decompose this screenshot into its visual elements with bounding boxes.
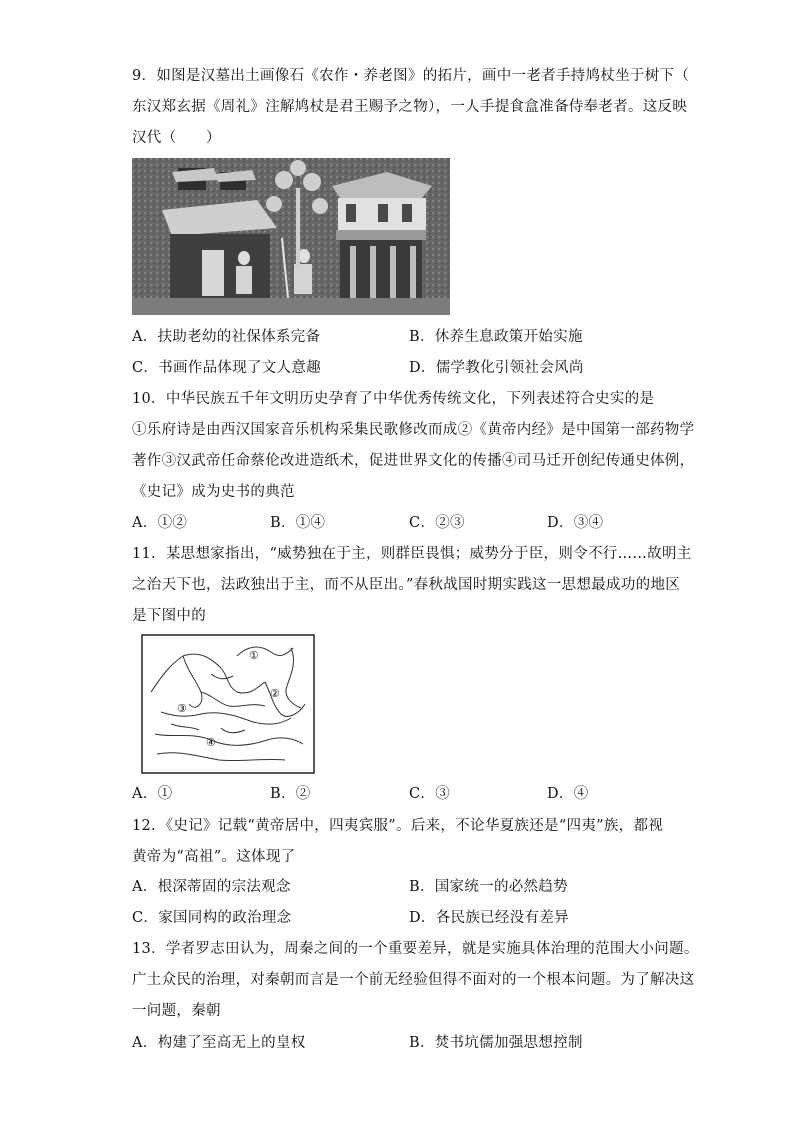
q11-option-d[interactable]: D．④ — [547, 786, 589, 802]
q10-option-b[interactable]: B．①④ — [270, 515, 326, 531]
q13-option-b[interactable]: B．焚书坑儒加强思想控制 — [409, 1035, 583, 1051]
q11-stem-line-2: 之治天下也，法政独出于主，而不从臣出。”春秋战国时期实践这一思想最成功的地区 — [132, 577, 681, 593]
q12-option-b[interactable]: B．国家统一的必然趋势 — [409, 879, 568, 895]
q10-option-c[interactable]: C．②③ — [409, 515, 465, 531]
q11-option-c[interactable]: C．③ — [409, 786, 450, 802]
map-marker-3: ③ — [177, 702, 188, 715]
q9-stem-line-2: 东汉郑玄据《周礼》注解鸠杖是君王赐予之物），一人手提食盒准备侍奉老者。这反映 — [132, 99, 688, 115]
q13-option-a[interactable]: A．构建了至高无上的皇权 — [132, 1035, 306, 1051]
q9-stem-line-1: 9．如图是汉墓出土画像石《农作・养老图》的拓片，画中一老者手持鸠杖坐于树下（ — [132, 68, 690, 84]
q9-option-d[interactable]: D．儒学教化引领社会风尚 — [409, 360, 584, 376]
q12-stem-line-2: 黄帝为“高祖”。这体现了 — [132, 849, 296, 865]
q11-option-a[interactable]: A．① — [132, 786, 173, 802]
map-marker-2: ② — [270, 687, 281, 700]
q13-stem-line-2: 广土众民的治理，对秦朝而言是一个前无经验但得不面对的一个根本问题。为了解决这 — [132, 972, 695, 988]
q13-stem-line-3: 一问题，秦朝 — [132, 1003, 221, 1019]
map-marker-1: ① — [249, 649, 260, 662]
q9-option-c[interactable]: C．书画作品体现了文人意趣 — [132, 360, 321, 376]
q10-stem-line-1: 10．中华民族五千年文明历史孕育了中华优秀传统文化，下列表述符合史实的是 — [132, 391, 655, 407]
q10-stem-line-2: ①乐府诗是由西汉国家音乐机构采集民歌修改而成②《黄帝内经》是中国第一部药物学 — [132, 422, 695, 438]
q9-stem-line-3: 汉代（ ） — [132, 130, 221, 146]
warring-states-map — [141, 634, 315, 774]
q13-stem-line-1: 13．学者罗志田认为，周秦之间的一个重要差异，就是实施具体治理的范围大小问题。 — [132, 941, 699, 957]
q10-option-d[interactable]: D．③④ — [547, 515, 604, 531]
map-marker-4: ④ — [206, 736, 217, 749]
q11-option-b[interactable]: B．② — [270, 786, 311, 802]
q11-stem-line-3: 是下图中的 — [132, 608, 206, 624]
q10-option-a[interactable]: A．①② — [132, 515, 188, 531]
q9-option-b[interactable]: B．休养生息政策开始实施 — [409, 329, 583, 345]
q11-stem-line-1: 11．某思想家指出，“威势独在于主，则群臣畏惧；威势分于臣，则令不行……故明主 — [132, 546, 692, 562]
q12-option-d[interactable]: D．各民族已经没有差异 — [409, 910, 569, 926]
q10-stem-line-3: 著作③汉武帝任命蔡伦改进造纸术，促进世界文化的传播④司马迁开创纪传通史体例， — [132, 453, 695, 469]
q12-stem-line-1: 12．《史记》记载“黄帝居中，四夷宾服”。后来，不论华夏族还是“四夷”族，都视 — [132, 818, 664, 834]
q12-option-a[interactable]: A．根深蒂固的宗法观念 — [132, 879, 291, 895]
q9-option-a[interactable]: A．扶助老幼的社保体系完备 — [132, 329, 321, 345]
stone-relief-rubbing-image — [132, 158, 450, 315]
q10-stem-line-4: 《史记》成为史书的典范 — [132, 484, 295, 500]
q12-option-c[interactable]: C．家国同构的政治理念 — [132, 910, 292, 926]
